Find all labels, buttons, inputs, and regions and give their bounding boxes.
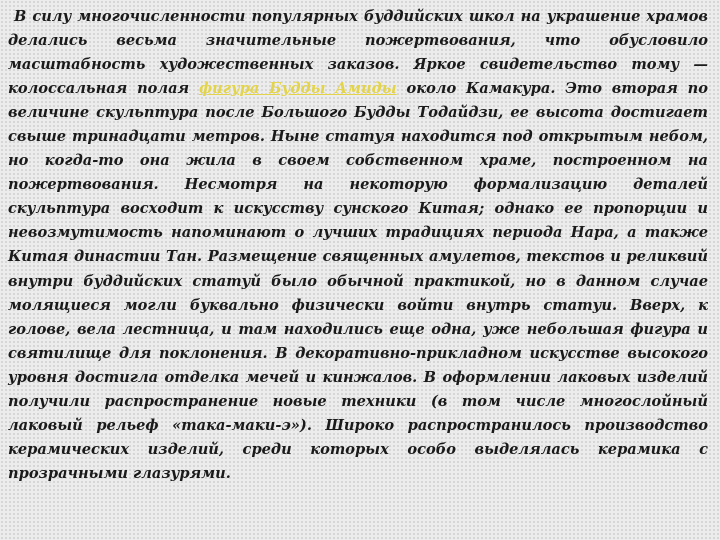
- paragraph-text-after-link: около Камакура. Это вторая по величине скульптура после Большого Будды Тодайдзи, ее высота достигает свыше тринадцати метров. Ныне статуя находится под открытым небом, но когда-то она жила в своем собственном храме, построенном на пожертвования. Несмотря на некоторую формализацию деталей скульптура восходит к искусству сунского Китая; однако ее пропорции и невозмутимость напоминают о лучших традициях периода Нара, а также Китая династии Тан. Размещение священных амулетов, текстов и реликвий внутри буддийских статуй было обычной практикой, но в данном случае молящиеся могли буквально физически войти внутрь статуи. Вверх, к голове, вела лестница, и там находились еще одна, уже небольшая фигура и святилище для поклонения. В декоративно-прикладном искусстве высокого уровня достигла отделка мечей и кинжалов. В оформлении лаковых изделий получили распространение новые техники (в том числе многослойный лаковый рельеф «така-маки-э»). Широко распространилось производство керамических изделий, среди которых особо выделялась керамика с прозрачными глазурями.: [8, 80, 708, 482]
- body-paragraph: [8, 5, 708, 486]
- paragraph-text-before-link: В силу многочисленности популярных буддийских школ на украшение храмов делались весьма значительные пожертвования, что обусловило масштабность художественных заказов. Яркое свидетельство тому — колоссальная полая: [8, 8, 708, 98]
- amida-buddha-link[interactable]: фигура Будды Амиды: [198, 80, 397, 98]
